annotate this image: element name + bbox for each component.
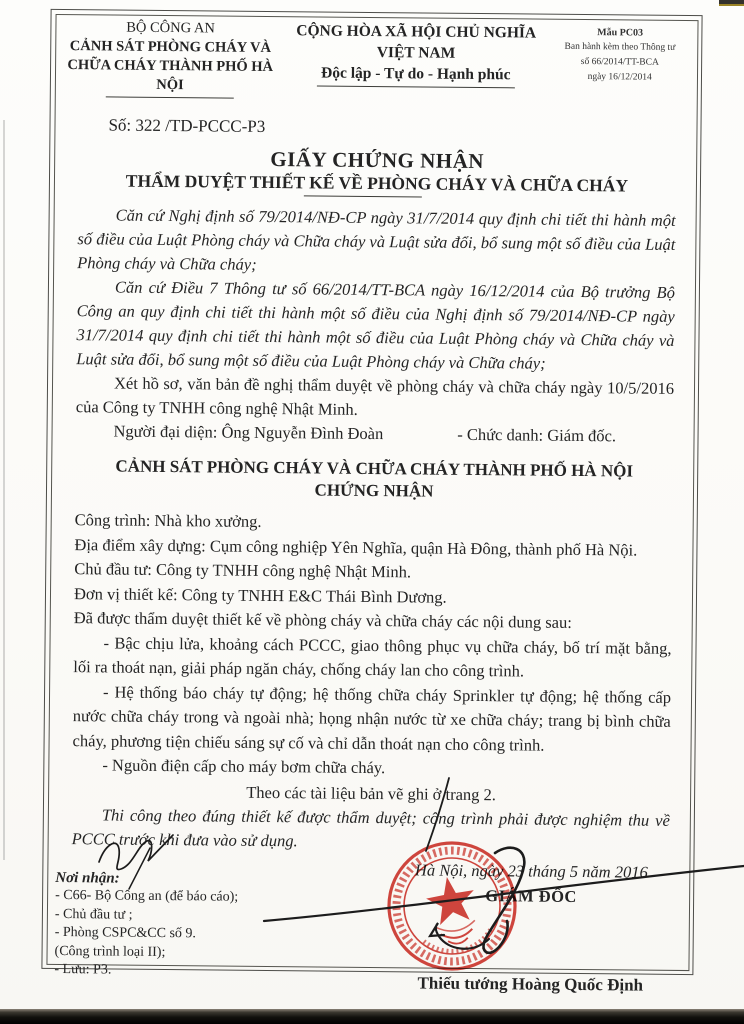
construction-note: Thi công theo đúng thiết kế được thẩm duyệt; công trình phải được nghiệm thu về PCCC trước khi đưa vào sử dụng. xyxy=(71,804,670,851)
request-review-paragraph: Xét hồ sơ, văn bản đề nghị thẩm duyệt về phòng cháy và chữa cháy ngày 10/5/2016 của Công ty TNHH công nghệ Nhật Minh. xyxy=(75,373,675,419)
project-designer: Đơn vị thiết kế: Công ty TNHH E&C Thái Bình Dương. xyxy=(73,583,447,607)
recipients-label: Nơi nhận: xyxy=(55,869,120,887)
approved-item: - Hệ thống báo cháy tự động; hệ thống chữa cháy Sprinkler tự động; hệ thống cấp nước chữa cháy trong và ngoài nhà; họng nhận nước từ xe chữa cháy; trang bị bình chữa cháy, phương tiện chiếu sáng sự cố và chỉ dẫn thoát nạn cho công trình. xyxy=(72,681,672,755)
official-red-seal-icon xyxy=(377,831,527,981)
recipient-item: - C66- Bộ Công an (để báo cáo); xyxy=(55,887,239,905)
form-ref-line3: số 66/2014/TT-BCA xyxy=(580,56,659,68)
representative-position: - Chức danh: Giám đốc. xyxy=(457,424,617,446)
project-name: Công trình: Nhà kho xưởng. xyxy=(74,510,262,531)
legal-basis-paragraph-1: Căn cứ Nghị định số 79/2014/NĐ-CP ngày 31/7/2014 quy định chi tiết thi hành một số điều của Luật Phòng cháy và Chữa cháy và Luật sửa đổi, bổ sung một số điều của Luật Phòng cháy và Chữa cháy; xyxy=(77,205,676,274)
project-details xyxy=(72,508,673,857)
signer-title: GIÁM ĐỐC xyxy=(485,885,577,906)
issuing-agency-block xyxy=(63,18,278,99)
form-reference-block xyxy=(562,23,677,86)
national-title: CỘNG HÒA XÃ HỘI CHỦ NGHĨA VIỆT NAM xyxy=(296,22,537,62)
recipient-item: - Lưu: P3. xyxy=(54,961,112,978)
recipient-item: (Công trình loại II); xyxy=(54,943,166,960)
scan-edge-shadow xyxy=(3,120,5,860)
form-ref-line2: Ban hành kèm theo Thông tư xyxy=(564,41,676,53)
approved-item: - Nguồn điện cấp cho máy bơm chữa cháy. xyxy=(102,755,386,778)
document-header xyxy=(67,18,678,103)
representative-name: Người đại diện: Ông Nguyễn Đình Đoàn xyxy=(113,421,384,444)
form-ref-line4: ngày 16/12/2014 xyxy=(587,72,652,83)
date-place-line: Hà Nội, ngày 23 tháng 5 năm 2016 xyxy=(414,859,648,882)
agency-name-line1: CẢNH SÁT PHÒNG CHÁY VÀ xyxy=(69,38,272,57)
form-code: Mẫu PC03 xyxy=(597,27,644,39)
recipient-item: - Chủ đầu tư ; xyxy=(54,906,133,923)
recipients-block xyxy=(54,868,238,981)
drawing-reference-line: Theo các tài liệu bản vẽ ghi ở trang 2. xyxy=(246,782,497,804)
national-motto: Độc lập - Tự do - Hạnh phúc xyxy=(321,64,511,84)
recipient-item: - Phòng CSPC&CC số 9. xyxy=(54,924,197,942)
certify-line1: CẢNH SÁT PHÒNG CHÁY VÀ CHỮA CHÁY THÀNH PHỐ HÀ NỘI xyxy=(115,456,634,481)
approved-item: - Bậc chịu lửa, khoảng cách PCCC, giao thông phục vụ chữa cháy, bố trí mặt bằng, lối ra thoát nạn, giải pháp ngăn cháy, chống cháy lan cho công trình. xyxy=(73,632,672,681)
representative-line xyxy=(75,419,673,449)
motto-rule xyxy=(317,85,515,88)
scan-bottom-edge xyxy=(0,1009,744,1024)
document-footer xyxy=(54,855,669,1011)
agency-name-line2: CHỮA CHÁY THÀNH PHỐ HÀ NỘI xyxy=(67,57,274,94)
certifying-authority-heading xyxy=(75,455,673,505)
legal-basis-paragraph-2: Căn cứ Điều 7 Thông tư số 66/2014/TT-BCA ngày 16/12/2014 của Bộ trưởng Bộ Công an quy định chi tiết thi hành một số điều của Nghị định số 79/2014/NĐ-CP ngày 31/7/2014 quy định chi tiết thi hành một số điều của Luật Phòng cháy và Chữa cháy và Luật sửa đổi, bổ sung một số điều của Luật Phòng cháy và Chữa cháy; xyxy=(76,277,676,373)
title-rule xyxy=(304,195,422,197)
agency-parent: BỘ CÔNG AN xyxy=(126,19,215,37)
certify-line2: CHỨNG NHẬN xyxy=(314,480,434,501)
document-subtitle: THẨM DUYỆT THIẾT KẾ VỀ PHÒNG CHÁY VÀ CHỮA CHÁY xyxy=(125,170,629,196)
project-investor: Chủ đầu tư: Công ty TNHH công nghệ Nhật Minh. xyxy=(74,559,412,582)
agency-rule xyxy=(106,96,234,98)
scan-corner-artifact xyxy=(719,0,744,6)
national-motto-block xyxy=(283,20,549,89)
project-location: Địa điểm xây dựng: Cụm công nghiệp Yên Nghĩa, quận Hà Đông, thành phố Hà Nội. xyxy=(74,534,638,560)
document-title: GIẤY CHỨNG NHẬN xyxy=(270,147,485,174)
approved-contents-intro: Đã được thẩm duyệt thiết kế về phòng cháy và chữa cháy các nội dung sau: xyxy=(73,608,572,632)
signer-name: Thiếu tướng Hoàng Quốc Định xyxy=(417,972,644,995)
document-body xyxy=(41,9,702,995)
document-number: Số: 322 /TD-PCCC-P3 xyxy=(108,115,266,136)
